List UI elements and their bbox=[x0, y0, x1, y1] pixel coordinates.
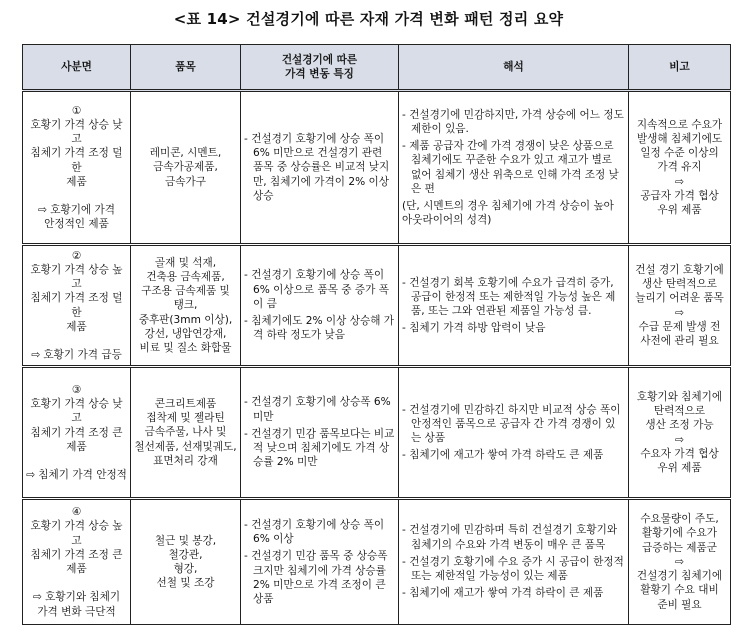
quadrant-summary: 가격 변화 극단적 bbox=[37, 605, 116, 618]
note-line: 지속적으로 수요가 bbox=[636, 118, 723, 131]
feature-bullet: - 건설경기 민감 품목보다는 비교적 낮으며 침체기에도 가격 상승률 2% 미만 bbox=[244, 427, 395, 469]
item-line: 비료 및 질소 화합물 bbox=[139, 342, 232, 354]
quadrant-line: 호황기 가격 상승 낮고 bbox=[30, 398, 123, 425]
quadrant-line: 호황기 가격 상승 높고 bbox=[30, 263, 123, 291]
interpretation-bullet: - 건설경기에 민감하며 특히 건설경기 호황기와 침체기의 수요와 가격 변동이 매우 큰 품목 bbox=[402, 524, 618, 551]
note-cell bbox=[629, 245, 731, 367]
note-cell bbox=[629, 499, 731, 625]
interpretation-bullet: - 침체기 가격 하방 압력이 낮음 bbox=[402, 322, 546, 335]
features-cell bbox=[241, 91, 399, 245]
quadrant-cell bbox=[23, 245, 131, 367]
items-cell bbox=[131, 245, 241, 367]
note-line: 생산 탄력적으로 bbox=[641, 278, 717, 291]
item-line: 금속가공제품, bbox=[153, 161, 218, 174]
item-line: 철근 및 봉강, bbox=[154, 534, 217, 547]
item-line: 탱크, bbox=[173, 299, 198, 312]
item-line: 금속가구 bbox=[165, 175, 206, 188]
note-line: 가격 유지 bbox=[657, 161, 702, 174]
quadrant-line: 침체기 가격 조정 큰 bbox=[30, 426, 123, 439]
item-line: 건축용 금속제품, bbox=[146, 270, 225, 283]
table-row bbox=[23, 245, 731, 367]
quadrant-line: 제품 bbox=[66, 320, 87, 333]
item-line: 접착제 및 젤라틴 bbox=[146, 412, 225, 425]
quadrant-summary: ⇨ 호황기와 침체기 bbox=[32, 591, 121, 604]
quadrant-line: 침체기 가격 조정 큰 bbox=[30, 548, 123, 561]
item-line: 콘크리트제품 bbox=[154, 397, 217, 410]
interpretation-cell bbox=[399, 499, 629, 625]
item-line: 형강, bbox=[173, 563, 198, 575]
item-line: 표면처리 강재 bbox=[153, 454, 218, 467]
interpretation-cell bbox=[399, 245, 629, 367]
feature-bullet: - 건설경기 호황기에 상승폭 6% 미만 bbox=[244, 396, 391, 423]
item-line: 철선제품, 선재및궤도, bbox=[134, 440, 237, 453]
quadrant-cell bbox=[23, 367, 131, 499]
feature-bullet: - 건설경기 민감 품목 중 상승폭 크지만 침체기에 가격 상승률 2% 미만으로 가격 조정이 큰 상품 bbox=[244, 550, 388, 605]
quadrant-summary: ⇨ 호황기에 가격 bbox=[37, 203, 115, 216]
interpretation-cell bbox=[399, 91, 629, 245]
note-line: 생산 조정 가능 bbox=[645, 419, 714, 432]
quadrant-number: ② bbox=[71, 249, 82, 262]
quadrant-line: 제품 bbox=[66, 175, 87, 188]
summary-table bbox=[22, 44, 731, 625]
interpretation-bullet: - 제품 공급자 간에 가격 경쟁이 낮은 상품으로 침체기에도 꾸준한 수요가 있고 재고가 별로 없어 침체기 생산 위축으로 인해 가격 조정 낮은 편 bbox=[402, 140, 619, 195]
header-quadrant: 사분면 bbox=[23, 45, 131, 91]
interpretation-bullet: - 건설경기에 민감하긴 하지만 비교적 상승 폭이 안정적인 품목으로 공급자 간 가격 경쟁이 있는 상품 bbox=[402, 403, 621, 444]
note-cell bbox=[629, 91, 731, 245]
quadrant-summary: ⇨ 호황기 가격 급등 bbox=[31, 349, 122, 361]
quadrant-cell bbox=[23, 499, 131, 625]
note-line: 건설 경기 호황기에 bbox=[635, 263, 724, 276]
note-line: 우위 제품 bbox=[657, 204, 702, 216]
feature-bullet: - 건설경기 호황기에 상승 폭이 6% 이상 bbox=[244, 518, 385, 546]
note-line: 호황기와 침체기에 bbox=[636, 390, 723, 403]
header-items: 품목 bbox=[131, 45, 241, 91]
feature-bullet: - 건설경기 호황기에 상승 폭이 6% 미만으로 건설경기 관련 품목 중 상승률은 비교적 낮지만, 침체기에 가격이 2% 이상 상승 bbox=[244, 132, 390, 202]
table-row bbox=[23, 91, 731, 245]
item-line: 중후판(3mm 이상), bbox=[138, 313, 233, 326]
arrow-icon: ⇨ bbox=[675, 175, 684, 188]
feature-bullet: - 침체기에도 2% 이상 상승해 가격 하락 정도가 낮음 bbox=[244, 315, 395, 342]
interpretation-cell bbox=[399, 367, 629, 499]
note-line: 준비 필요 bbox=[657, 598, 702, 611]
item-line: 구조용 금속제품 및 bbox=[141, 285, 230, 298]
features-cell bbox=[241, 245, 399, 367]
item-line: 금속주물, 나사 및 bbox=[144, 426, 227, 439]
note-line: 일정 수준 이상의 bbox=[640, 147, 719, 160]
header-row bbox=[23, 45, 731, 91]
note-line: 발생해 침체기에도 bbox=[636, 132, 723, 145]
quadrant-line: 제품 bbox=[66, 440, 87, 453]
table-row bbox=[23, 367, 731, 499]
header-note: 비고 bbox=[629, 45, 731, 91]
item-line: 골재 및 석재, bbox=[154, 256, 217, 269]
quadrant-number: ③ bbox=[71, 383, 82, 396]
header-features bbox=[241, 45, 399, 91]
note-line: 수급 문제 발생 전 bbox=[638, 320, 721, 333]
item-line: 철강관, bbox=[168, 548, 203, 561]
header-features-line2: 가격 변동 특징 bbox=[285, 68, 354, 80]
arrow-icon: ⇨ bbox=[675, 433, 684, 446]
item-line: 선철 및 조강 bbox=[156, 577, 215, 590]
note-line: 급증하는 제품군 bbox=[641, 541, 717, 554]
quadrant-number: ④ bbox=[71, 506, 82, 519]
item-line: 레미콘, 시멘트, bbox=[149, 147, 222, 160]
note-line: 사전에 관리 필요 bbox=[640, 334, 719, 347]
items-cell bbox=[131, 367, 241, 499]
features-cell bbox=[241, 499, 399, 625]
quadrant-line: 침체기 가격 조정 덜한 bbox=[30, 147, 123, 174]
quadrant-line: 호황기 가격 상승 높고 bbox=[30, 520, 123, 547]
item-line: 강선, 냉압연강재, bbox=[144, 327, 227, 340]
arrow-icon: ⇨ bbox=[675, 555, 684, 568]
header-interpretation: 해석 bbox=[399, 45, 629, 91]
note-line: 건설경기 침체기에 bbox=[636, 570, 723, 583]
items-cell bbox=[131, 499, 241, 625]
interpretation-bullet: - 침체기에 재고가 쌓여 가격 하락이 큰 제품 bbox=[402, 587, 604, 600]
table-title: <표 14> 건설경기에 따른 자재 가격 변화 패턴 정리 요약 bbox=[173, 10, 564, 28]
feature-bullet: - 건설경기 호황기에 상승 폭이 6% 이상으로 품목 중 증가 폭이 큼 bbox=[244, 269, 389, 310]
interpretation-bullet: - 침체기에 재고가 쌓여 가격 하락도 큰 제품 bbox=[402, 449, 604, 462]
interpretation-bullet: (단, 시멘트의 경우 침체기에 가격 상승이 높아 아웃라이어의 성격) bbox=[402, 199, 614, 227]
note-line: 활황기 수요 대비 bbox=[640, 584, 719, 597]
note-line: 탄력적으로 bbox=[653, 405, 706, 418]
note-cell bbox=[629, 367, 731, 499]
quadrant-line: 침체기 가격 조정 덜한 bbox=[30, 292, 123, 319]
quadrant-number: ① bbox=[71, 104, 82, 117]
note-line: 우위 제품 bbox=[657, 461, 702, 474]
items-cell bbox=[131, 91, 241, 245]
quadrant-summary: ⇨ 침체기 가격 안정적 bbox=[26, 468, 127, 481]
interpretation-bullet: - 건설경기에 민감하지만, 가격 상승에 어느 정도 제한이 있음. bbox=[402, 108, 624, 135]
header-features-line1: 건설경기에 따른 bbox=[281, 54, 358, 66]
quadrant-cell bbox=[23, 91, 131, 245]
note-line: 활황기에 수요가 bbox=[641, 527, 717, 540]
note-line: 수요자 가격 협상 bbox=[640, 447, 719, 460]
interpretation-bullet: - 건설경기 호황기에 수요 증가 시 공급이 한정적 또는 제한적일 가능성이 있는 제품 bbox=[402, 555, 624, 583]
arrow-icon: ⇨ bbox=[675, 306, 684, 319]
quadrant-line: 제품 bbox=[66, 563, 87, 576]
note-line: 수요물량이 주도, bbox=[640, 513, 719, 526]
interpretation-bullet: - 건설경기 회복 호황기에 수요가 급격히 증가, 공급이 한정적 또는 제한적일 가능성 높은 제품, 또는 그와 연관된 제품일 가능성 큼. bbox=[402, 276, 616, 317]
quadrant-line: 호황기 가격 상승 낮고 bbox=[30, 118, 123, 146]
note-line: 늘리기 어려운 품목 bbox=[635, 292, 724, 305]
table-row bbox=[23, 499, 731, 625]
features-cell bbox=[241, 367, 399, 499]
note-line: 공급자 가격 협상 bbox=[640, 189, 719, 202]
quadrant-summary: 안정적인 제품 bbox=[44, 218, 109, 231]
